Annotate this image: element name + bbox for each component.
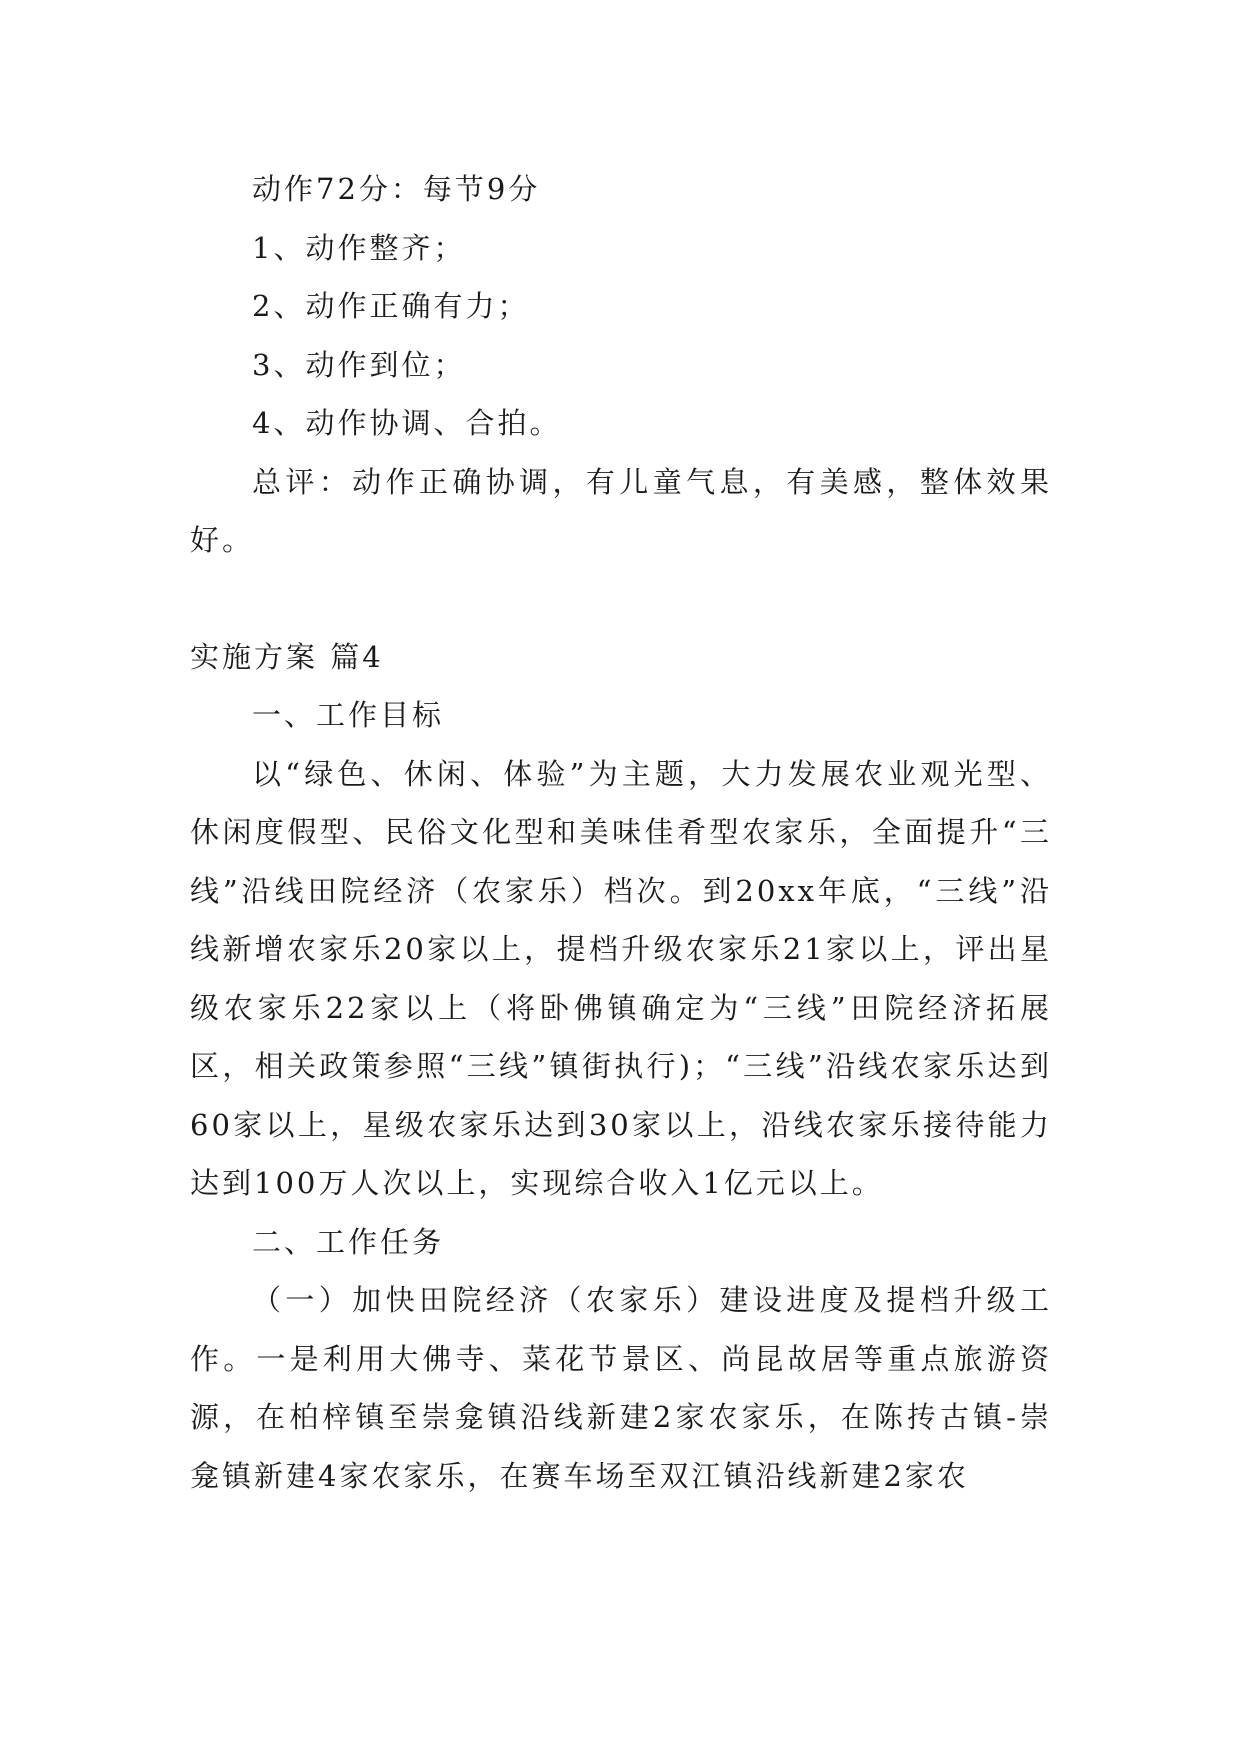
document-body	[190, 160, 1052, 1505]
section-gap	[190, 570, 1052, 628]
goal-paragraph: 以“绿色、休闲、体验”为主题，大力发展农业观光型、休闲度假型、民俗文化型和美味佳肴型农家乐，全面提升“三线”沿线田院经济（农家乐）档次。到20xx年底，“三线”沿线新增农家乐20家以上，提档升级农家乐21家以上，评出星级农家乐22家以上（将卧佛镇确定为“三线”田院经济拓展区，相关政策参照“三线”镇街执行)；“三线”沿线农家乐达到60家以上，星级农家乐达到30家以上，沿线农家乐接待能力达到100万人次以上，实现综合收入1亿元以上。	[190, 756, 1052, 1200]
scoring-line-3: 3、动作到位；	[252, 347, 466, 382]
task-paragraph: （一）加快田院经济（农家乐）建设进度及提档升级工作。一是利用大佛寺、菜花节景区、尚昆故居等重点旅游资源，在柏梓镇至崇龛镇沿线新建2家农家乐，在陈抟古镇-崇龛镇新建4家农家乐，在赛车场至双江镇沿线新建2家农	[190, 1283, 1052, 1493]
task-heading: 二、工作任务	[252, 1224, 445, 1259]
scoring-line-2: 2、动作正确有力；	[252, 289, 530, 323]
goal-heading: 一、工作目标	[252, 698, 445, 732]
scoring-line-4: 4、动作协调、合拍。	[252, 406, 562, 440]
scoring-line-total: 动作72分：每节9分	[252, 172, 541, 206]
scoring-line-1: 1、动作整齐；	[252, 230, 466, 265]
plan-title: 实施方案 篇4	[190, 639, 384, 674]
scoring-summary: 总评：动作正确协调，有儿童气息，有美感，整体效果好。	[190, 464, 1052, 557]
